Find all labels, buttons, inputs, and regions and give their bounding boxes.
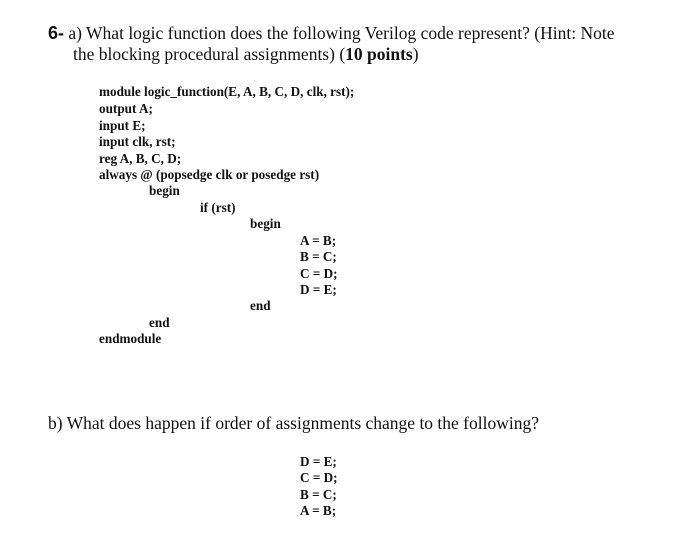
question-a-text-3: ) [412,44,419,64]
code-line: always @ (popsedge clk or posedge rst) [99,167,320,182]
code-line: output A; [99,101,153,116]
question-a-text-2: the blocking procedural assignments) ( [73,44,346,64]
code-line: end [149,315,170,330]
code-line: C = D; [300,266,338,281]
points-label: 10 points [345,44,413,64]
question-b-text: b) What does happen if order of assignments change to the following? [48,413,539,433]
code-line: A = B; [300,233,337,248]
code-line: B = C; [300,487,337,502]
code-line: B = C; [300,249,337,264]
code-line: endmodule [99,331,162,346]
question-line-1 [48,23,614,43]
code-line: begin [149,183,180,198]
code-line: begin [250,216,281,231]
code-line: C = D; [300,470,338,485]
code-line: end [250,298,271,313]
question-number: 6- [48,23,65,43]
question-a-text: a) What logic function does the following Verilog code represent? (Hint: Note [68,23,615,43]
code-line: reg A, B, C, D; [99,151,182,166]
code-line: if (rst) [200,200,236,215]
code-line: A = B; [300,503,337,518]
question-line-2 [73,44,419,64]
code-line: input E; [99,118,146,133]
code-line: input clk, rst; [99,134,176,149]
code-line: module logic_function(E, A, B, C, D, clk, rst); [99,84,355,99]
code-line: D = E; [300,282,337,297]
code-line: D = E; [300,454,337,469]
